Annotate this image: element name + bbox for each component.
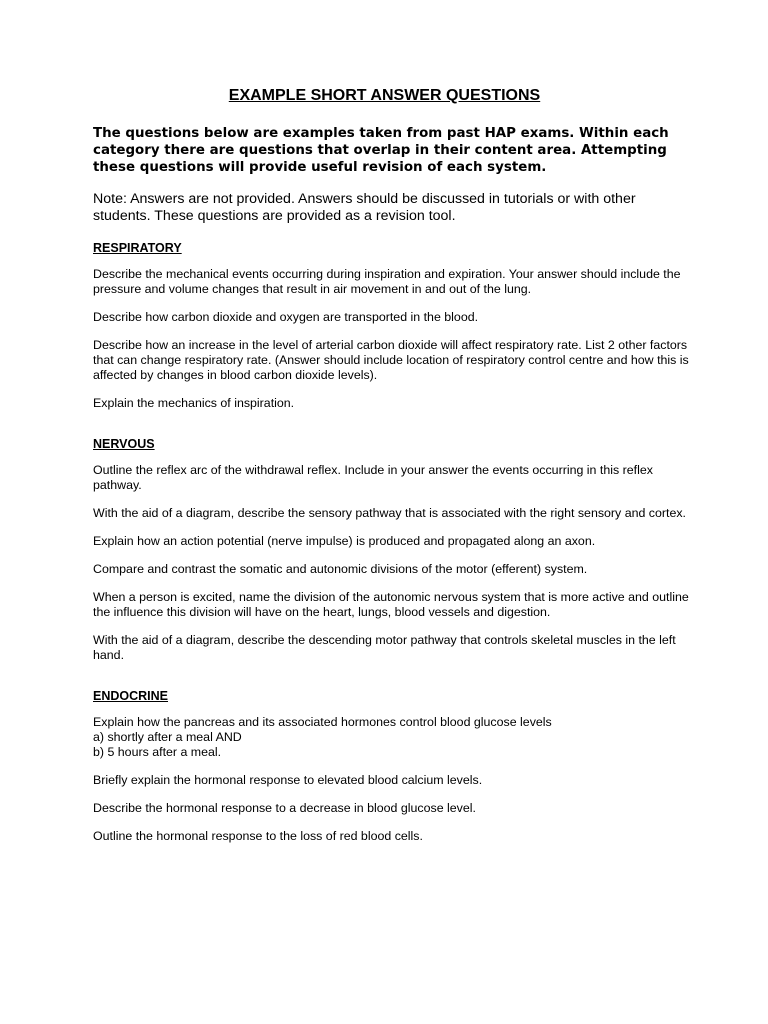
question-respiratory-3: Describe how an increase in the level of arterial carbon dioxide will affect respiratory rate. List 2 other factors that can change respiratory rate. (Answer should include location of respiratory control centre and how this is affected by changes in blood carbon dioxide levels). [93, 338, 689, 382]
question-respiratory-2: Describe how carbon dioxide and oxygen are transported in the blood. [93, 310, 479, 324]
question-endocrine-4: Outline the hormonal response to the loss of red blood cells. [93, 829, 423, 843]
question-endocrine-1 [93, 715, 693, 760]
question-nervous-4: Compare and contrast the somatic and autonomic divisions of the motor (efferent) system. [93, 562, 588, 576]
page-title: EXAMPLE SHORT ANSWER QUESTIONS [228, 87, 541, 104]
section-endocrine [93, 689, 693, 844]
question-endocrine-2: Briefly explain the hormonal response to elevated blood calcium levels. [93, 773, 483, 787]
section-heading-respiratory: RESPIRATORY [93, 241, 182, 255]
question-nervous-1: Outline the reflex arc of the withdrawal reflex. Include in your answer the events occurring in this reflex pathway. [93, 463, 653, 492]
intro-paragraph: The questions below are examples taken from past HAP exams. Within each category there are questions that overlap in their content area. Attempting these questions will provide useful revision of each system. [93, 126, 669, 175]
question-respiratory-4: Explain the mechanics of inspiration. [93, 396, 295, 410]
question-endocrine-1-text: Explain how the pancreas and its associated hormones control blood glucose levels [93, 715, 552, 729]
question-nervous-5: When a person is excited, name the division of the autonomic nervous system that is more active and outline the influence this division will have on the heart, lungs, blood vessels and digestion. [93, 590, 689, 619]
section-heading-nervous: NERVOUS [93, 437, 155, 451]
question-nervous-6: With the aid of a diagram, describe the descending motor pathway that controls skeletal muscles in the left hand. [93, 633, 676, 662]
document-page [93, 86, 693, 857]
question-endocrine-1-sub-a: a) shortly after a meal AND [93, 730, 242, 744]
question-nervous-2: With the aid of a diagram, describe the sensory pathway that is associated with the right sensory and cortex. [93, 506, 686, 520]
section-respiratory [93, 241, 693, 411]
section-nervous [93, 437, 693, 663]
question-respiratory-1: Describe the mechanical events occurring during inspiration and expiration. Your answer should include the pressure and volume changes that result in air movement in and out of the lung. [93, 267, 681, 296]
question-nervous-3: Explain how an action potential (nerve impulse) is produced and propagated along an axon. [93, 534, 596, 548]
section-heading-endocrine: ENDOCRINE [93, 689, 169, 703]
note-paragraph: Note: Answers are not provided. Answers should be discussed in tutorials or with other students. These questions are provided as a revision tool. [93, 191, 636, 224]
question-endocrine-1-sub-b: b) 5 hours after a meal. [93, 745, 222, 759]
question-endocrine-3: Describe the hormonal response to a decrease in blood glucose level. [93, 801, 476, 815]
